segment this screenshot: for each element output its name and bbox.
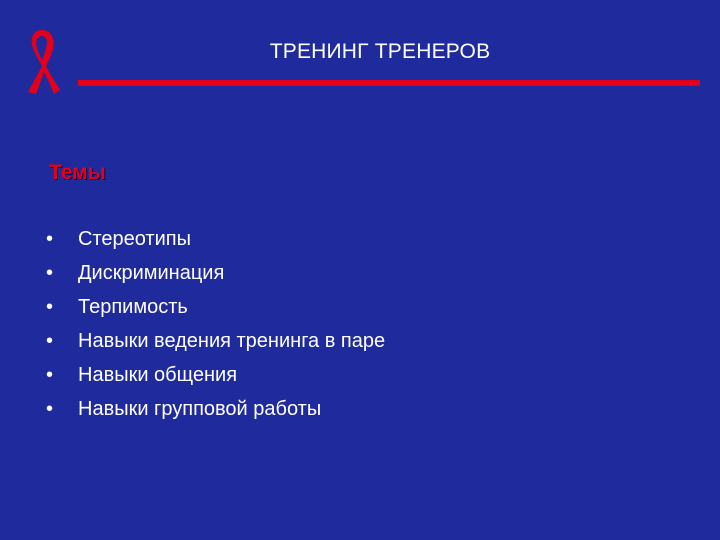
list-item <box>44 392 385 426</box>
slide-title: ТРЕНИНГ ТРЕНЕРОВ <box>269 40 491 63</box>
bullet-icon: • <box>46 296 54 318</box>
list-item <box>44 256 385 290</box>
list-item <box>44 222 385 256</box>
topics-heading: Темы <box>49 161 106 184</box>
topic-label: Навыки ведения тренинга в паре <box>78 330 386 352</box>
bullet-icon: • <box>46 228 54 250</box>
topic-label: Стереотипы <box>78 228 191 250</box>
bullet-icon: • <box>46 330 54 352</box>
topic-label: Терпимость <box>78 296 188 318</box>
topic-label: Дискриминация <box>78 262 225 284</box>
title-divider <box>78 80 700 86</box>
topic-label: Навыки общения <box>78 364 238 386</box>
bullet-icon: • <box>46 262 54 284</box>
red-ribbon-icon <box>22 26 62 96</box>
list-item <box>44 324 385 358</box>
topic-label: Навыки групповой работы <box>78 398 322 420</box>
bullet-icon: • <box>46 364 54 386</box>
topics-list <box>44 222 385 426</box>
list-item <box>44 290 385 324</box>
list-item <box>44 358 385 392</box>
bullet-icon: • <box>46 398 54 420</box>
